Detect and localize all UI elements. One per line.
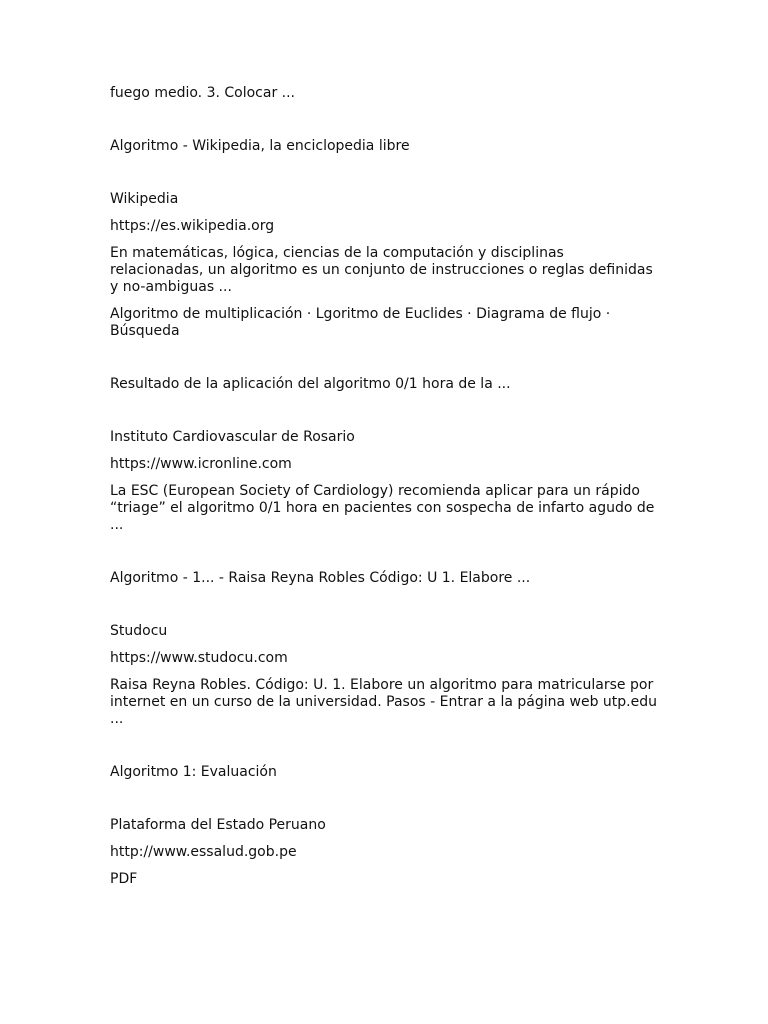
result-title[interactable]: Algoritmo - Wikipedia, la enciclopedia libre <box>110 138 410 154</box>
result-source: Instituto Cardiovascular de Rosario <box>110 429 355 445</box>
result-url[interactable]: https://www.icronline.com <box>110 456 292 472</box>
result-snippet: En matemáticas, lógica, ciencias de la computación y disciplinas relacionadas, un algoritmo es un conjunto de instrucciones o reglas definidas y no-ambiguas ... <box>110 245 653 295</box>
result-source: Studocu <box>110 623 168 639</box>
result-url[interactable]: https://es.wikipedia.org <box>110 218 275 234</box>
result-url[interactable]: http://www.essalud.gob.pe <box>110 844 297 860</box>
document-page <box>110 85 660 888</box>
result-sitelinks[interactable]: Algoritmo de multiplicación · Lgoritmo de Euclides · Diagrama de flujo · Búsqueda <box>110 306 611 339</box>
result-format-badge: PDF <box>110 871 138 887</box>
result-title[interactable]: Algoritmo - 1... - Raisa Reyna Robles Código: U 1. Elabore ... <box>110 570 531 586</box>
intro-text: fuego medio. 3. Colocar ... <box>110 85 296 101</box>
result-title[interactable]: Algoritmo 1: Evaluación <box>110 764 277 780</box>
result-source: Plataforma del Estado Peruano <box>110 817 326 833</box>
result-title[interactable]: Resultado de la aplicación del algoritmo 0/1 hora de la ... <box>110 376 511 392</box>
result-snippet: Raisa Reyna Robles. Código: U. 1. Elabore un algoritmo para matricularse por internet en un curso de la universidad. Pasos - Entrar a la página web utp.edu ... <box>110 677 657 727</box>
result-source: Wikipedia <box>110 191 179 207</box>
result-url[interactable]: https://www.studocu.com <box>110 650 288 666</box>
result-snippet: La ESC (European Society of Cardiology) recomienda aplicar para un rápido “triage” el algoritmo 0/1 hora en pacientes con sospecha de infarto agudo de ... <box>110 483 655 533</box>
